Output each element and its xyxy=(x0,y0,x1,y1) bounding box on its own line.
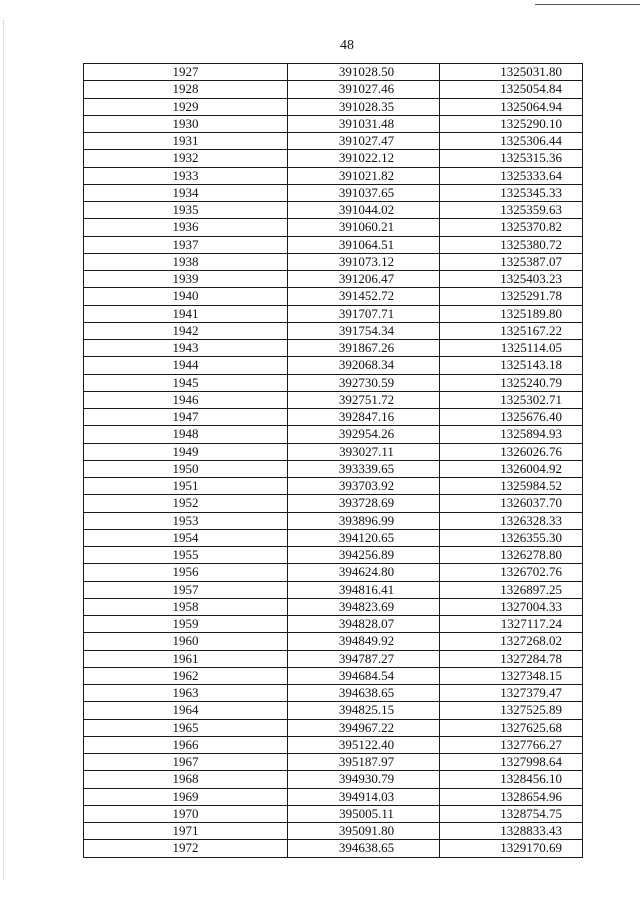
y-coordinate-cell: 1325114.05 xyxy=(440,340,583,357)
table-row xyxy=(84,598,583,615)
point-number-cell: 1958 xyxy=(84,598,288,615)
point-number-cell: 1939 xyxy=(84,271,288,288)
table-row xyxy=(84,202,583,219)
y-coordinate-cell: 1325167.22 xyxy=(440,322,583,339)
x-coordinate-cell: 394638.65 xyxy=(288,840,440,857)
table-row xyxy=(84,81,583,98)
point-number-cell: 1947 xyxy=(84,409,288,426)
table-row xyxy=(84,374,583,391)
y-coordinate-cell: 1325054.84 xyxy=(440,81,583,98)
y-coordinate-cell: 1327348.15 xyxy=(440,667,583,684)
table-row xyxy=(84,391,583,408)
y-coordinate-cell: 1327998.64 xyxy=(440,754,583,771)
point-number-cell: 1936 xyxy=(84,219,288,236)
point-number-cell: 1938 xyxy=(84,253,288,270)
x-coordinate-cell: 391073.12 xyxy=(288,253,440,270)
point-number-cell: 1949 xyxy=(84,443,288,460)
y-coordinate-cell: 1329170.69 xyxy=(440,840,583,857)
y-coordinate-cell: 1325306.44 xyxy=(440,133,583,150)
table-row xyxy=(84,771,583,788)
y-coordinate-cell: 1325291.78 xyxy=(440,288,583,305)
x-coordinate-cell: 393728.69 xyxy=(288,495,440,512)
y-coordinate-cell: 1325359.63 xyxy=(440,202,583,219)
y-coordinate-cell: 1325403.23 xyxy=(440,271,583,288)
y-coordinate-cell: 1325240.79 xyxy=(440,374,583,391)
y-coordinate-cell: 1328833.43 xyxy=(440,823,583,840)
point-number-cell: 1950 xyxy=(84,460,288,477)
x-coordinate-cell: 391028.35 xyxy=(288,98,440,115)
y-coordinate-cell: 1327268.02 xyxy=(440,633,583,650)
y-coordinate-cell: 1328754.75 xyxy=(440,805,583,822)
x-coordinate-cell: 391022.12 xyxy=(288,150,440,167)
point-number-cell: 1966 xyxy=(84,736,288,753)
table-row xyxy=(84,409,583,426)
x-coordinate-cell: 394816.41 xyxy=(288,581,440,598)
x-coordinate-cell: 394825.15 xyxy=(288,702,440,719)
point-number-cell: 1968 xyxy=(84,771,288,788)
x-coordinate-cell: 395187.97 xyxy=(288,754,440,771)
x-coordinate-cell: 391060.21 xyxy=(288,219,440,236)
x-coordinate-cell: 394828.07 xyxy=(288,616,440,633)
y-coordinate-cell: 1325894.93 xyxy=(440,426,583,443)
x-coordinate-cell: 393896.99 xyxy=(288,512,440,529)
point-number-cell: 1960 xyxy=(84,633,288,650)
point-number-cell: 1951 xyxy=(84,478,288,495)
x-coordinate-cell: 391452.72 xyxy=(288,288,440,305)
table-row xyxy=(84,322,583,339)
point-number-cell: 1943 xyxy=(84,340,288,357)
point-number-cell: 1945 xyxy=(84,374,288,391)
point-number-cell: 1937 xyxy=(84,236,288,253)
x-coordinate-cell: 394120.65 xyxy=(288,529,440,546)
y-coordinate-cell: 1327117.24 xyxy=(440,616,583,633)
table-row xyxy=(84,64,583,81)
y-coordinate-cell: 1325290.10 xyxy=(440,115,583,132)
table-row xyxy=(84,633,583,650)
y-coordinate-cell: 1326278.80 xyxy=(440,547,583,564)
table-row xyxy=(84,133,583,150)
point-number-cell: 1940 xyxy=(84,288,288,305)
table-row xyxy=(84,736,583,753)
y-coordinate-cell: 1327004.33 xyxy=(440,598,583,615)
table-body xyxy=(84,64,583,858)
point-number-cell: 1934 xyxy=(84,184,288,201)
x-coordinate-cell: 391031.48 xyxy=(288,115,440,132)
table-row xyxy=(84,236,583,253)
x-coordinate-cell: 393027.11 xyxy=(288,443,440,460)
x-coordinate-cell: 394823.69 xyxy=(288,598,440,615)
y-coordinate-cell: 1326328.33 xyxy=(440,512,583,529)
table-row xyxy=(84,823,583,840)
x-coordinate-cell: 391021.82 xyxy=(288,167,440,184)
table-row xyxy=(84,547,583,564)
table-row xyxy=(84,443,583,460)
x-coordinate-cell: 391206.47 xyxy=(288,271,440,288)
y-coordinate-cell: 1328456.10 xyxy=(440,771,583,788)
coordinates-table xyxy=(83,63,583,858)
y-coordinate-cell: 1325676.40 xyxy=(440,409,583,426)
point-number-cell: 1948 xyxy=(84,426,288,443)
y-coordinate-cell: 1327766.27 xyxy=(440,736,583,753)
y-coordinate-cell: 1326897.25 xyxy=(440,581,583,598)
point-number-cell: 1930 xyxy=(84,115,288,132)
x-coordinate-cell: 395122.40 xyxy=(288,736,440,753)
table-row xyxy=(84,564,583,581)
point-number-cell: 1952 xyxy=(84,495,288,512)
table-row xyxy=(84,426,583,443)
x-coordinate-cell: 394930.79 xyxy=(288,771,440,788)
table-row xyxy=(84,253,583,270)
point-number-cell: 1964 xyxy=(84,702,288,719)
point-number-cell: 1956 xyxy=(84,564,288,581)
x-coordinate-cell: 391867.26 xyxy=(288,340,440,357)
x-coordinate-cell: 391754.34 xyxy=(288,322,440,339)
table-row xyxy=(84,150,583,167)
x-coordinate-cell: 391028.50 xyxy=(288,64,440,81)
table-row xyxy=(84,512,583,529)
y-coordinate-cell: 1325302.71 xyxy=(440,391,583,408)
y-coordinate-cell: 1325984.52 xyxy=(440,478,583,495)
table-row xyxy=(84,167,583,184)
table-row xyxy=(84,305,583,322)
y-coordinate-cell: 1325189.80 xyxy=(440,305,583,322)
x-coordinate-cell: 395005.11 xyxy=(288,805,440,822)
point-number-cell: 1933 xyxy=(84,167,288,184)
point-number-cell: 1953 xyxy=(84,512,288,529)
point-number-cell: 1970 xyxy=(84,805,288,822)
table-row xyxy=(84,529,583,546)
point-number-cell: 1944 xyxy=(84,357,288,374)
x-coordinate-cell: 391037.65 xyxy=(288,184,440,201)
y-coordinate-cell: 1326037.70 xyxy=(440,495,583,512)
point-number-cell: 1946 xyxy=(84,391,288,408)
point-number-cell: 1942 xyxy=(84,322,288,339)
table-row xyxy=(84,581,583,598)
table-row xyxy=(84,650,583,667)
table-row xyxy=(84,667,583,684)
x-coordinate-cell: 392751.72 xyxy=(288,391,440,408)
y-coordinate-cell: 1326004.92 xyxy=(440,460,583,477)
y-coordinate-cell: 1325345.33 xyxy=(440,184,583,201)
x-coordinate-cell: 394684.54 xyxy=(288,667,440,684)
table-row xyxy=(84,702,583,719)
point-number-cell: 1962 xyxy=(84,667,288,684)
table-row xyxy=(84,460,583,477)
x-coordinate-cell: 394787.27 xyxy=(288,650,440,667)
table-row xyxy=(84,357,583,374)
x-coordinate-cell: 392954.26 xyxy=(288,426,440,443)
point-number-cell: 1935 xyxy=(84,202,288,219)
y-coordinate-cell: 1325370.82 xyxy=(440,219,583,236)
point-number-cell: 1931 xyxy=(84,133,288,150)
table-row xyxy=(84,840,583,857)
point-number-cell: 1927 xyxy=(84,64,288,81)
table-row xyxy=(84,98,583,115)
table-row xyxy=(84,685,583,702)
table-row xyxy=(84,288,583,305)
table-row xyxy=(84,754,583,771)
point-number-cell: 1967 xyxy=(84,754,288,771)
point-number-cell: 1969 xyxy=(84,788,288,805)
point-number-cell: 1954 xyxy=(84,529,288,546)
x-coordinate-cell: 393339.65 xyxy=(288,460,440,477)
y-coordinate-cell: 1327379.47 xyxy=(440,685,583,702)
x-coordinate-cell: 391707.71 xyxy=(288,305,440,322)
table-row xyxy=(84,616,583,633)
x-coordinate-cell: 394849.92 xyxy=(288,633,440,650)
point-number-cell: 1959 xyxy=(84,616,288,633)
x-coordinate-cell: 394914.03 xyxy=(288,788,440,805)
y-coordinate-cell: 1325380.72 xyxy=(440,236,583,253)
point-number-cell: 1929 xyxy=(84,98,288,115)
point-number-cell: 1955 xyxy=(84,547,288,564)
x-coordinate-cell: 395091.80 xyxy=(288,823,440,840)
x-coordinate-cell: 394256.89 xyxy=(288,547,440,564)
scan-edge-line xyxy=(535,4,640,5)
x-coordinate-cell: 392730.59 xyxy=(288,374,440,391)
y-coordinate-cell: 1327284.78 xyxy=(440,650,583,667)
x-coordinate-cell: 392847.16 xyxy=(288,409,440,426)
table-row xyxy=(84,271,583,288)
x-coordinate-cell: 391027.46 xyxy=(288,81,440,98)
y-coordinate-cell: 1327525.89 xyxy=(440,702,583,719)
page-number: 48 xyxy=(340,38,354,53)
table-row xyxy=(84,184,583,201)
x-coordinate-cell: 394624.80 xyxy=(288,564,440,581)
point-number-cell: 1928 xyxy=(84,81,288,98)
y-coordinate-cell: 1325143.18 xyxy=(440,357,583,374)
table-row xyxy=(84,719,583,736)
table-row xyxy=(84,478,583,495)
point-number-cell: 1961 xyxy=(84,650,288,667)
table-row xyxy=(84,219,583,236)
point-number-cell: 1932 xyxy=(84,150,288,167)
y-coordinate-cell: 1325064.94 xyxy=(440,98,583,115)
y-coordinate-cell: 1325315.36 xyxy=(440,150,583,167)
table-row xyxy=(84,495,583,512)
y-coordinate-cell: 1325031.80 xyxy=(440,64,583,81)
table-row xyxy=(84,788,583,805)
x-coordinate-cell: 393703.92 xyxy=(288,478,440,495)
point-number-cell: 1941 xyxy=(84,305,288,322)
x-coordinate-cell: 391044.02 xyxy=(288,202,440,219)
point-number-cell: 1971 xyxy=(84,823,288,840)
scan-edge-marks xyxy=(3,20,4,880)
y-coordinate-cell: 1326355.30 xyxy=(440,529,583,546)
x-coordinate-cell: 392068.34 xyxy=(288,357,440,374)
y-coordinate-cell: 1326026.76 xyxy=(440,443,583,460)
table-row xyxy=(84,340,583,357)
x-coordinate-cell: 394638.65 xyxy=(288,685,440,702)
table-row xyxy=(84,115,583,132)
x-coordinate-cell: 391027.47 xyxy=(288,133,440,150)
y-coordinate-cell: 1325387.07 xyxy=(440,253,583,270)
y-coordinate-cell: 1325333.64 xyxy=(440,167,583,184)
point-number-cell: 1972 xyxy=(84,840,288,857)
x-coordinate-cell: 391064.51 xyxy=(288,236,440,253)
y-coordinate-cell: 1327625.68 xyxy=(440,719,583,736)
point-number-cell: 1963 xyxy=(84,685,288,702)
point-number-cell: 1957 xyxy=(84,581,288,598)
y-coordinate-cell: 1326702.76 xyxy=(440,564,583,581)
point-number-cell: 1965 xyxy=(84,719,288,736)
table-row xyxy=(84,805,583,822)
y-coordinate-cell: 1328654.96 xyxy=(440,788,583,805)
x-coordinate-cell: 394967.22 xyxy=(288,719,440,736)
